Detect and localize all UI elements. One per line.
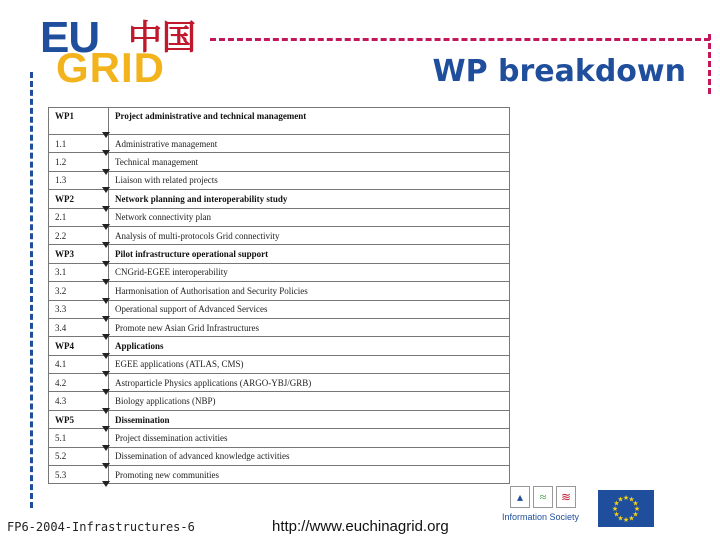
wp-description-cell: Project dissemination activities: [109, 429, 510, 447]
wp-code-cell: 4.1: [49, 355, 109, 373]
wp-code-cell: WP4: [49, 337, 109, 355]
table-row: [49, 208, 510, 226]
logo-eu-text: EU: [40, 13, 100, 62]
table-row: [49, 318, 510, 336]
table-row: [49, 355, 510, 373]
table-row-wp-header: [49, 190, 510, 208]
wp-code-cell: 2.2: [49, 226, 109, 244]
eu-star-icon: ★: [622, 494, 630, 502]
wp-code-cell: 3.2: [49, 282, 109, 300]
wp-description-cell: Operational support of Advanced Services: [109, 300, 510, 318]
right-dashed-divider: [708, 34, 711, 94]
eu-star-icon: ★: [617, 495, 624, 504]
table-row-wp-header: [49, 245, 510, 263]
wp-code-cell: 4.2: [49, 374, 109, 392]
table-row-wp-header: [49, 337, 510, 355]
wp-description-cell: Promoting new communities: [109, 466, 510, 484]
left-dashed-divider: [30, 72, 33, 508]
wp-description-cell: Network connectivity plan: [109, 208, 510, 226]
wp-description-cell: Analysis of multi-protocols Grid connectivity: [109, 226, 510, 244]
wp-code-cell: 2.1: [49, 208, 109, 226]
table-row: [49, 392, 510, 410]
row-arrow-icon: [102, 481, 110, 487]
wp-description-cell: Applications: [109, 337, 510, 355]
wp-code-cell: 4.3: [49, 392, 109, 410]
eu-star-icon: ★: [611, 505, 619, 513]
wp-description-cell: Dissemination: [109, 410, 510, 428]
wp-description-cell: Promote new Asian Grid Infrastructures: [109, 318, 510, 336]
wp-description-cell: Project administrative and technical management: [109, 108, 510, 135]
top-dashed-divider: [210, 38, 710, 41]
logo-china-text: 中国: [128, 18, 196, 58]
slide-title: WP breakdown: [432, 54, 686, 89]
wp-code-cell: WP2: [49, 190, 109, 208]
table-row: [49, 171, 510, 189]
wp-code-cell: 5.2: [49, 447, 109, 465]
wp-code-cell: 5.3: [49, 466, 109, 484]
wp-description-cell: Astroparticle Physics applications (ARGO-YBJ/GRB): [109, 374, 510, 392]
info-society-mark-1-icon: ▴: [510, 486, 530, 508]
table-row: [49, 300, 510, 318]
table-row: [49, 447, 510, 465]
eu-star-icon: ★: [622, 516, 630, 524]
table-row: [49, 135, 510, 153]
wp-code-cell: 1.3: [49, 171, 109, 189]
wp-code-cell: WP5: [49, 410, 109, 428]
logo-grid-text: GRID: [56, 44, 165, 91]
footer-call-id: FP6-2004-Infrastructures-6: [7, 520, 195, 534]
eu-star-icon: ★: [632, 510, 639, 519]
eu-star-icon: ★: [613, 510, 620, 519]
table-row-wp-header: [49, 410, 510, 428]
wp-code-cell: 5.1: [49, 429, 109, 447]
info-society-mark-3-icon: ≋: [556, 486, 576, 508]
eu-star-icon: ★: [633, 505, 641, 513]
wp-code-cell: 1.2: [49, 153, 109, 171]
eu-flag-icon: [598, 490, 654, 527]
information-society-logo: [502, 486, 592, 528]
eu-star-icon: ★: [628, 514, 635, 523]
wp-description-cell: Biology applications (NBP): [109, 392, 510, 410]
wp-code-cell: 1.1: [49, 135, 109, 153]
eu-star-icon: ★: [613, 499, 620, 508]
table-row: [49, 226, 510, 244]
table-row: [49, 429, 510, 447]
eu-star-icon: ★: [617, 514, 624, 523]
wp-description-cell: EGEE applications (ATLAS, CMS): [109, 355, 510, 373]
wp-code-cell: 3.3: [49, 300, 109, 318]
info-society-mark-2-icon: ≈: [533, 486, 553, 508]
table-row-wp-header: [49, 108, 510, 135]
wp-description-cell: Harmonisation of Authorisation and Security Policies: [109, 282, 510, 300]
wp-description-cell: Pilot infrastructure operational support: [109, 245, 510, 263]
table-row: [49, 374, 510, 392]
euchinagrid-logo: [36, 14, 216, 90]
eu-star-icon: ★: [632, 499, 639, 508]
footer-url: http://www.euchinagrid.org: [272, 518, 449, 535]
wp-description-cell: Dissemination of advanced knowledge activities: [109, 447, 510, 465]
wp-description-cell: Technical management: [109, 153, 510, 171]
wp-code-cell: WP3: [49, 245, 109, 263]
wp-code-cell: 3.1: [49, 263, 109, 281]
wp-description-cell: CNGrid-EGEE interoperability: [109, 263, 510, 281]
table-row: [49, 153, 510, 171]
eu-star-icon: ★: [628, 495, 635, 504]
wp-breakdown-table: [48, 107, 510, 484]
information-society-label: Information Society: [502, 512, 580, 522]
wp-description-cell: Network planning and interoperability study: [109, 190, 510, 208]
table-row: [49, 466, 510, 484]
wp-description-cell: Liaison with related projects: [109, 171, 510, 189]
wp-code-cell: WP1: [49, 108, 109, 135]
wp-code-cell: 3.4: [49, 318, 109, 336]
table-row: [49, 282, 510, 300]
table-row: [49, 263, 510, 281]
wp-description-cell: Administrative management: [109, 135, 510, 153]
